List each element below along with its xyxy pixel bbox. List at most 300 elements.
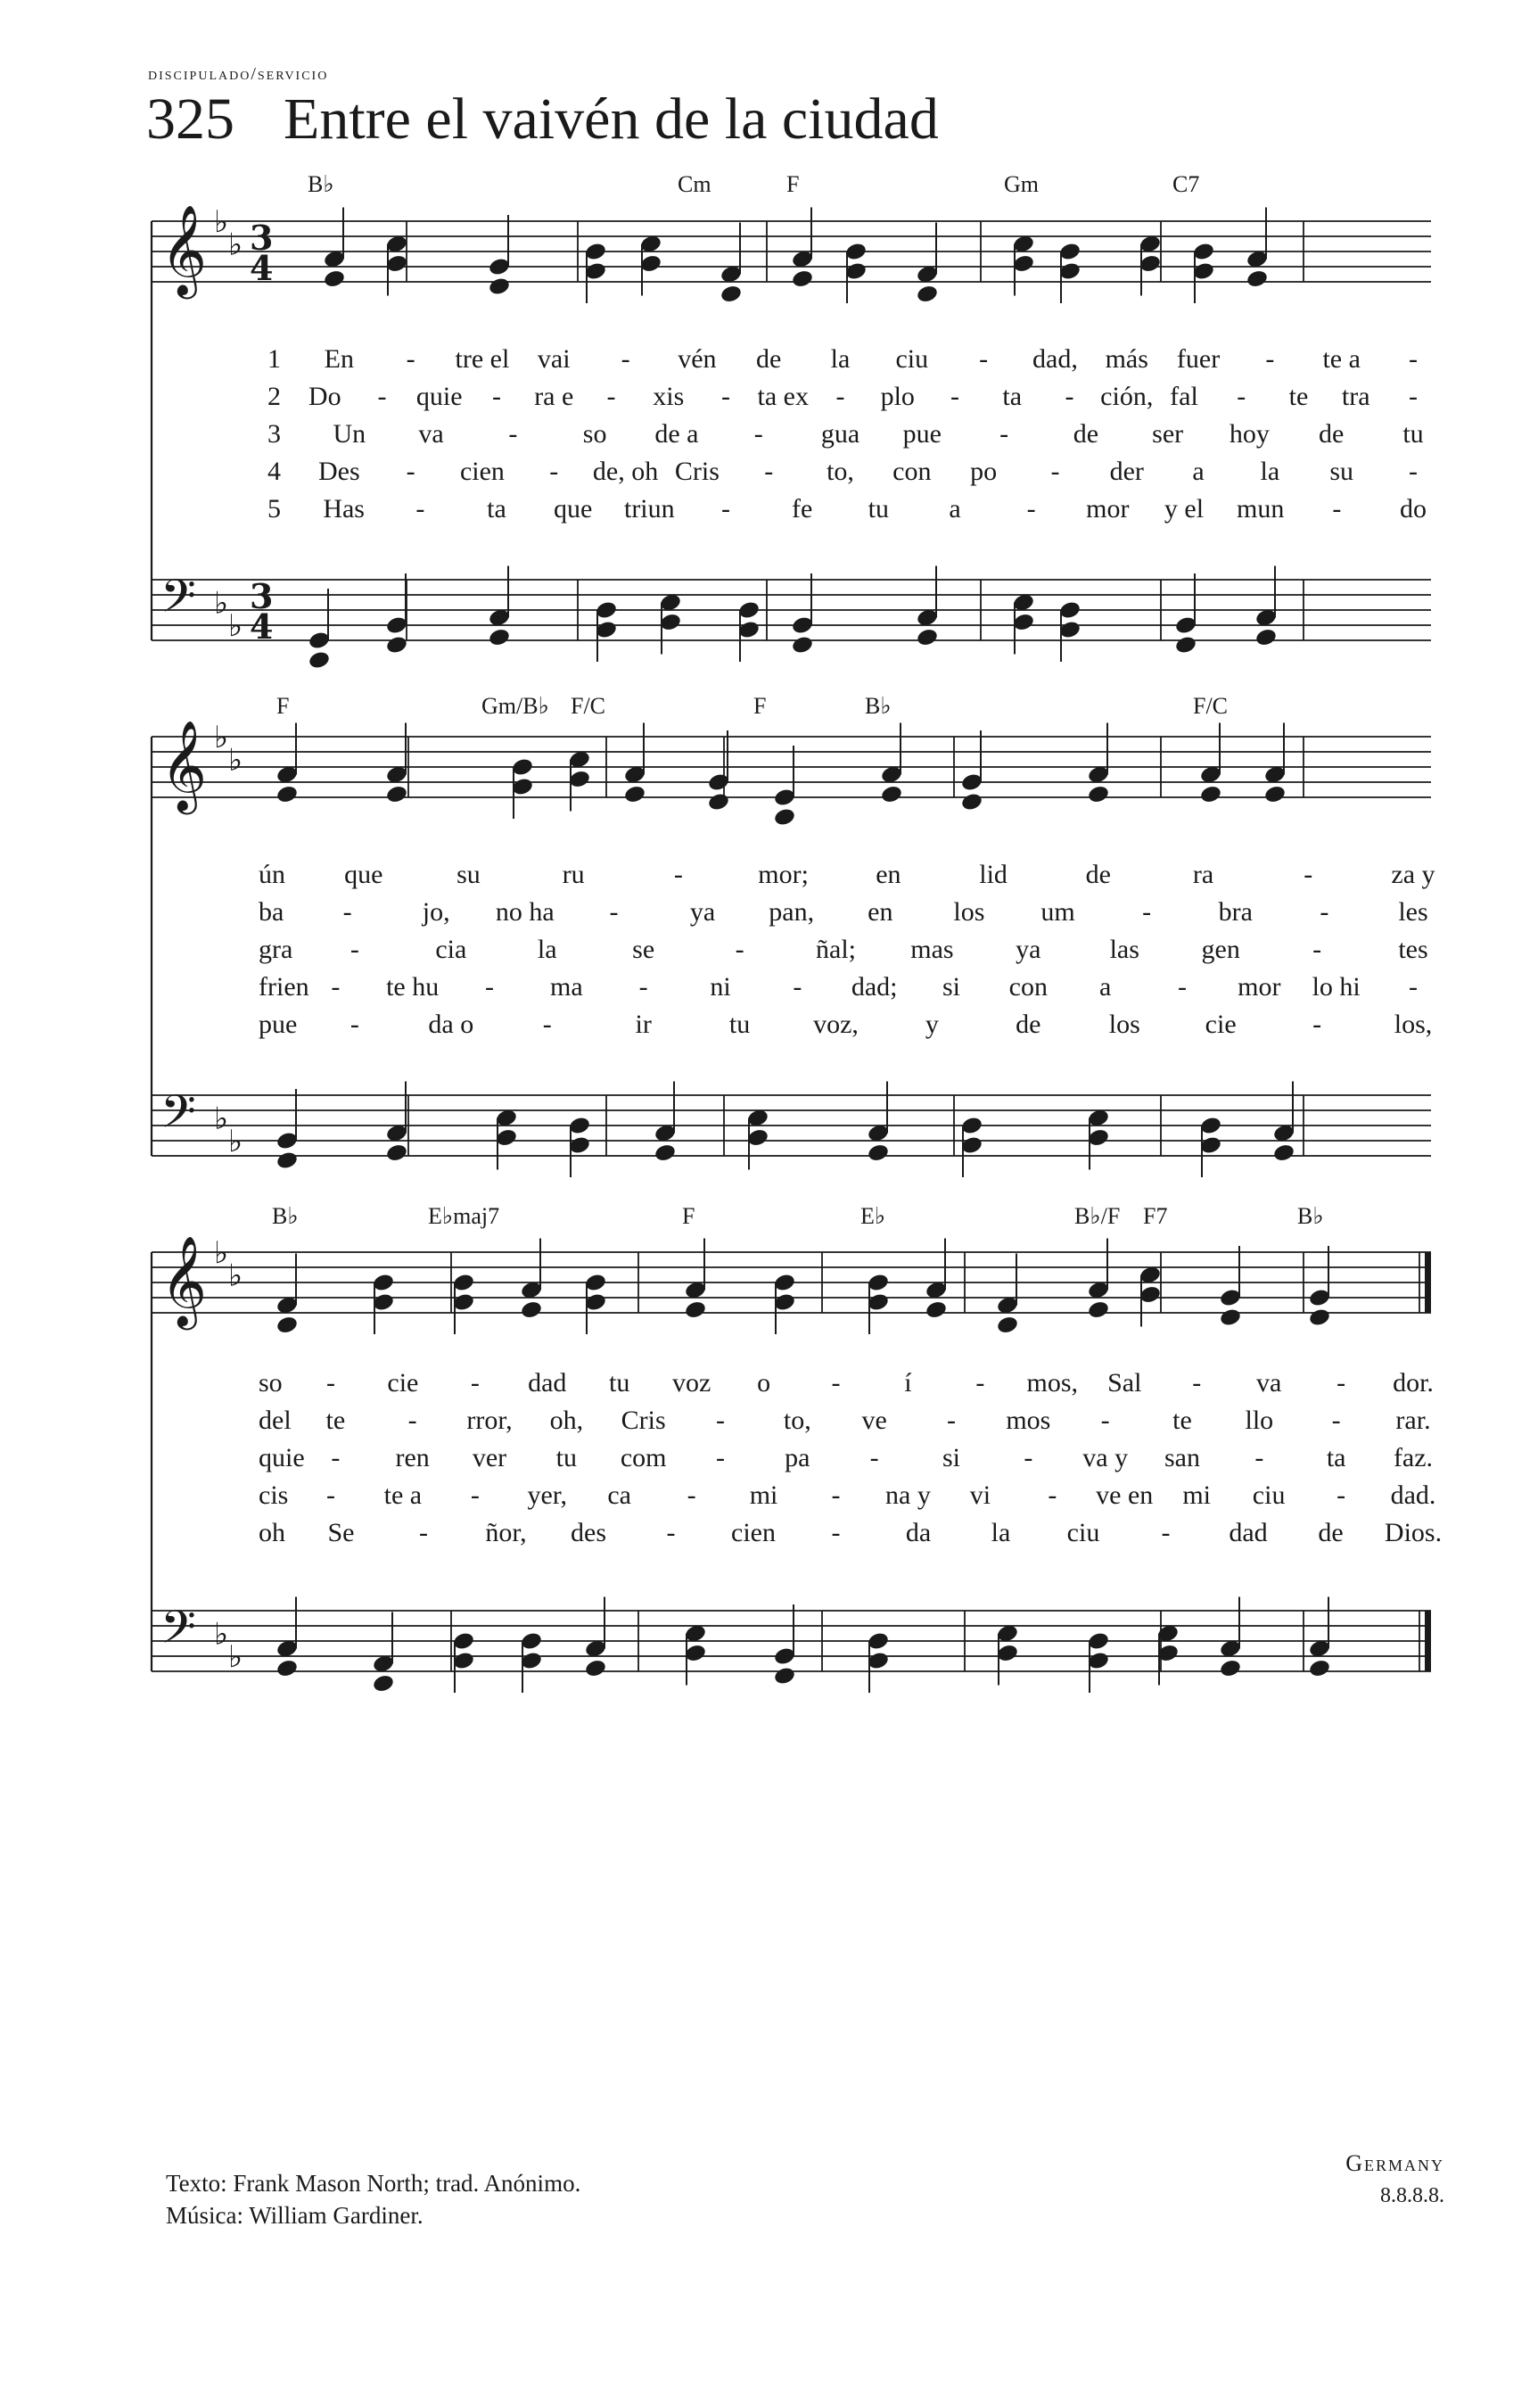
bass-note-head	[276, 1150, 299, 1171]
lyric-syllable: í	[904, 1368, 912, 1398]
lyric-syllable: cie	[387, 1368, 419, 1398]
chord-symbol: B♭	[865, 693, 892, 719]
bass-note-head	[916, 627, 939, 647]
lyric-syllable: -	[1312, 935, 1322, 964]
hymn-title: Entre el vaivén de la ciudad	[284, 87, 939, 152]
lyric-syllable: tre el	[455, 344, 510, 374]
lyric-syllable: xis	[653, 382, 685, 411]
final-barline	[1425, 1611, 1431, 1671]
lyric-syllable: te hu	[386, 972, 440, 1002]
lyric-syllable: so	[259, 1368, 283, 1398]
flat-icon: ♭	[214, 204, 229, 240]
treble-clef-icon: 𝄞	[160, 203, 208, 295]
lyric-syllable: cia	[435, 935, 467, 964]
lyric-syllable: los	[1108, 1010, 1140, 1039]
lyric-syllable: -	[1161, 1518, 1171, 1547]
lyric-syllable: ver	[472, 1443, 507, 1472]
lyric-syllable: fuer	[1176, 344, 1221, 374]
lyric-syllable: ba	[259, 897, 284, 927]
chord-symbol: F	[276, 693, 290, 719]
lyric-syllable: Has	[323, 494, 365, 524]
chord-symbol: Cm	[678, 171, 711, 197]
lyric-syllable: con	[1008, 972, 1048, 1002]
lyric-syllable: -	[764, 457, 774, 486]
flat-icon: ♭	[214, 720, 229, 755]
credits	[166, 2167, 580, 2231]
treble-note-head	[880, 784, 903, 804]
bass-clef-icon: 𝄢	[160, 1600, 196, 1665]
lyric-syllable: mi	[749, 1480, 778, 1510]
chord-symbol: Gm/B♭	[481, 693, 549, 719]
lyric-syllable: oh,	[549, 1406, 584, 1435]
lyric-syllable: dad;	[851, 972, 898, 1002]
lyric-syllable: de	[1319, 419, 1345, 449]
treble-clef-icon: 𝄞	[160, 1234, 208, 1326]
lyric-syllable: frien	[259, 972, 309, 1002]
lyric-syllable: mos,	[1026, 1368, 1079, 1398]
lyric-syllable: -	[492, 382, 501, 411]
lyric-syllable: te	[1288, 382, 1309, 411]
flat-icon: ♭	[214, 1235, 229, 1271]
flat-icon: ♭	[228, 1258, 243, 1294]
lyric-syllable: -	[1304, 860, 1313, 889]
time-signature: 3	[250, 576, 274, 616]
lyric-syllable: su	[456, 860, 481, 889]
lyric-syllable: -	[331, 1443, 341, 1472]
lyric-syllable: la	[537, 935, 557, 964]
flat-icon: ♭	[214, 1101, 229, 1137]
lyric-syllable: de	[1318, 1518, 1344, 1547]
treble-note-head	[1087, 784, 1110, 804]
hymn-number: 325	[146, 87, 234, 152]
lyric-syllable: -	[869, 1443, 879, 1472]
lyric-syllable: tes	[1398, 935, 1428, 964]
lyric-syllable: del	[259, 1406, 292, 1435]
tune-meter: 8.8.8.8.	[1380, 2184, 1444, 2207]
system-1	[152, 171, 1431, 670]
lyric-syllable: vai	[537, 344, 571, 374]
lyric-syllable: -	[1100, 1406, 1110, 1435]
lyric-syllable: -	[975, 1368, 985, 1398]
lyric-syllable: las	[1109, 935, 1139, 964]
lyric-syllable: -	[350, 1010, 359, 1039]
lyric-syllable: ta	[1326, 1443, 1346, 1472]
lyric-syllable: -	[1237, 382, 1246, 411]
lyric-syllable: rar.	[1395, 1406, 1431, 1435]
lyric-syllable: -	[1336, 1368, 1346, 1398]
lyric-syllable: ra	[1192, 860, 1214, 889]
lyric-syllable: -	[666, 1518, 676, 1547]
lyric-syllable: a	[1192, 457, 1205, 486]
lyric-syllable: En	[324, 344, 354, 374]
lyric-syllable: -	[485, 972, 494, 1002]
flat-icon: ♭	[228, 227, 243, 263]
lyric-syllable: do	[1400, 494, 1427, 524]
lyric-syllable: ciu	[895, 344, 929, 374]
lyric-syllable: um	[1040, 897, 1075, 927]
lyric-syllable: -	[638, 972, 648, 1002]
lyric-syllable: si	[942, 1443, 961, 1472]
lyric-syllable: ya	[689, 897, 716, 927]
lyric-syllable: rror,	[466, 1406, 513, 1435]
lyric-syllable: va	[418, 419, 444, 449]
lyric-syllable: a	[949, 494, 961, 524]
lyric-syllable: y	[925, 1010, 939, 1039]
lyric-syllable: to,	[827, 457, 854, 486]
lyric-syllable: com	[620, 1443, 667, 1472]
lyric-syllable: -	[1409, 457, 1418, 486]
lyric-syllable: -	[609, 897, 619, 927]
lyric-syllable: -	[542, 1010, 552, 1039]
lyric-syllable: su	[1329, 457, 1354, 486]
lyric-syllable: -	[342, 897, 352, 927]
lyric-syllable: vi	[969, 1480, 991, 1510]
lyric-syllable: 5	[267, 494, 281, 524]
lyric-syllable: ve en	[1096, 1480, 1154, 1510]
lyric-syllable: de a	[654, 419, 699, 449]
lyric-syllable: -	[377, 382, 387, 411]
treble-note-head	[1246, 268, 1269, 289]
lyric-syllable: san	[1164, 1443, 1200, 1472]
chord-symbol: F/C	[571, 693, 606, 719]
lyric-syllable: Sal	[1107, 1368, 1142, 1398]
lyric-syllable: mas	[910, 935, 954, 964]
treble-note-head	[996, 1315, 1019, 1335]
time-signature: 3	[250, 218, 274, 258]
lyric-syllable: -	[419, 1518, 428, 1547]
treble-note-head	[623, 784, 646, 804]
flat-icon: ♭	[228, 608, 243, 644]
lyric-syllable: pue	[902, 419, 942, 449]
lyric-syllable: ru	[562, 860, 585, 889]
lyric-syllable: fal	[1170, 382, 1198, 411]
lyric-syllable: te	[1172, 1406, 1192, 1435]
lyric-syllable: -	[407, 1406, 417, 1435]
treble-clef-icon: 𝄞	[160, 719, 208, 811]
lyric-syllable: te a	[383, 1480, 423, 1510]
lyric-syllable: ñal;	[816, 935, 856, 964]
treble-note-head	[773, 807, 796, 828]
lyric-syllable: -	[721, 382, 730, 411]
text-credit: Texto: Frank Mason North; trad. Anónimo.	[166, 2170, 581, 2197]
lyric-syllable: -	[716, 1443, 725, 1472]
lyric-syllable: ni	[710, 972, 731, 1002]
lyric-syllable: -	[1320, 897, 1329, 927]
lyric-syllable: -	[831, 1480, 841, 1510]
lyric-syllable: so	[582, 419, 607, 449]
lyric-syllable: tu	[609, 1368, 630, 1398]
lyric-syllable: la	[1260, 457, 1280, 486]
lyric-syllable: mor	[1086, 494, 1130, 524]
lyric-syllable: -	[1024, 1443, 1033, 1472]
system-3	[152, 1203, 1442, 1694]
lyric-syllable: -	[1050, 457, 1060, 486]
lyric-syllable: -	[606, 382, 616, 411]
lyric-syllable: -	[406, 457, 415, 486]
lyric-syllable: con	[892, 457, 932, 486]
lyric-syllable: -	[1048, 1480, 1057, 1510]
lyric-syllable: dad	[1229, 1518, 1268, 1547]
lyric-syllable: voz,	[813, 1010, 859, 1039]
lyric-syllable: -	[999, 419, 1009, 449]
treble-note-head	[720, 284, 743, 304]
lyric-syllable: ciu	[1066, 1518, 1100, 1547]
lyric-syllable: pa	[785, 1443, 810, 1472]
flat-icon: ♭	[214, 1616, 229, 1653]
lyric-syllable: te a	[1322, 344, 1361, 374]
chord-symbol: F	[753, 693, 767, 719]
lyric-syllable: -	[1409, 382, 1418, 411]
lyric-syllable: -	[979, 344, 989, 374]
lyric-syllable: Des	[317, 457, 360, 486]
bass-clef-icon: 𝄢	[160, 1084, 196, 1150]
lyric-syllable: -	[1312, 1010, 1322, 1039]
lyric-syllable: te	[325, 1406, 346, 1435]
bass-note-head	[867, 1142, 890, 1163]
lyric-syllable: los	[953, 897, 985, 927]
bass-clef-icon: 𝄢	[160, 569, 196, 634]
lyric-syllable: -	[325, 1368, 335, 1398]
lyric-syllable: -	[508, 419, 518, 449]
category-label: discipulado/servicio	[148, 64, 329, 84]
chord-symbol: E♭maj7	[428, 1203, 500, 1229]
lyric-syllable: va y	[1082, 1443, 1129, 1472]
lyric-syllable: los,	[1394, 1010, 1433, 1039]
bass-note-head	[488, 627, 511, 647]
lyric-syllable: no ha	[495, 897, 555, 927]
bass-note-head	[276, 1658, 299, 1678]
lyric-syllable: que	[344, 860, 383, 889]
lyric-syllable: vén	[678, 344, 717, 374]
lyric-syllable: -	[1192, 1368, 1202, 1398]
chord-symbol: F7	[1143, 1203, 1168, 1229]
treble-note-head	[520, 1299, 543, 1320]
bass-note-head	[372, 1673, 395, 1694]
lyric-syllable: da	[905, 1518, 932, 1547]
lyric-syllable: tra	[1341, 382, 1370, 411]
lyric-syllable: más	[1105, 344, 1148, 374]
tune-info	[1345, 2148, 1444, 2212]
bass-note-head	[385, 635, 408, 656]
lyric-syllable: der	[1109, 457, 1144, 486]
lyric-syllable: mi	[1182, 1480, 1212, 1510]
lyric-syllable: -	[350, 935, 359, 964]
chord-symbol: B♭	[272, 1203, 299, 1229]
chord-symbol: C7	[1172, 171, 1200, 197]
lyric-syllable: y el	[1164, 494, 1205, 524]
lyric-syllable: tu	[868, 494, 890, 524]
lyric-syllable: da o	[428, 1010, 474, 1039]
lyric-syllable: quie	[259, 1443, 305, 1472]
lyric-syllable: -	[721, 494, 730, 524]
flat-icon: ♭	[228, 1639, 243, 1675]
lyric-syllable: en	[876, 860, 901, 889]
bass-note-head	[1308, 1658, 1331, 1678]
lyric-syllable: ta ex	[757, 382, 809, 411]
lyric-syllable: dad.	[1390, 1480, 1436, 1510]
flat-icon: ♭	[228, 742, 243, 779]
lyric-syllable: des	[571, 1518, 606, 1547]
flat-icon: ♭	[228, 1124, 243, 1159]
lyric-syllable: de, oh	[592, 457, 659, 486]
lyric-syllable: plo	[880, 382, 915, 411]
lyric-syllable: -	[1265, 344, 1275, 374]
chord-symbol: E♭	[860, 1203, 886, 1229]
treble-note-head	[276, 784, 299, 804]
lyric-syllable: ca	[607, 1480, 632, 1510]
lyric-syllable: -	[831, 1368, 841, 1398]
lyric-syllable: 3	[267, 419, 281, 449]
lyric-syllable: -	[1178, 972, 1187, 1002]
treble-note-head	[1199, 784, 1222, 804]
lyric-syllable: ciu	[1252, 1480, 1286, 1510]
lyric-syllable: -	[1254, 1443, 1264, 1472]
flat-icon: ♭	[214, 585, 229, 622]
treble-note-head	[1219, 1307, 1242, 1328]
lyric-syllable: po	[970, 457, 998, 486]
lyric-syllable: -	[673, 860, 683, 889]
time-signature: 4	[250, 248, 274, 288]
lyric-syllable: ve	[861, 1406, 887, 1435]
bass-note-head	[1272, 1142, 1295, 1163]
lyric-syllable: ta	[487, 494, 506, 524]
lyric-syllable: va	[1255, 1368, 1282, 1398]
lyric-syllable: -	[1332, 494, 1342, 524]
music-credit: Música: William Gardiner.	[166, 2202, 424, 2229]
lyric-syllable: ma	[550, 972, 583, 1002]
lyric-syllable: de	[1073, 419, 1099, 449]
lyric-syllable: de	[1016, 1010, 1041, 1039]
lyric-syllable: -	[1331, 1406, 1341, 1435]
lyric-syllable: -	[331, 972, 341, 1002]
lyric-syllable: -	[1026, 494, 1036, 524]
chord-symbol: F	[786, 171, 800, 197]
lyric-syllable: yer,	[527, 1480, 568, 1510]
treble-note-head	[276, 1315, 299, 1335]
lyric-syllable: ir	[635, 1010, 652, 1039]
final-barline	[1425, 1252, 1431, 1313]
lyric-syllable: de	[1085, 860, 1111, 889]
lyric-syllable: quie	[415, 382, 463, 411]
lyric-syllable: lid	[979, 860, 1008, 889]
lyric-syllable: tu	[728, 1010, 751, 1039]
lyric-syllable: cis	[259, 1480, 289, 1510]
bass-note-head	[654, 1142, 677, 1163]
lyric-syllable: jo,	[422, 897, 450, 927]
lyric-syllable: -	[950, 382, 959, 411]
lyric-syllable: faz.	[1393, 1443, 1434, 1472]
lyric-syllable: na y	[885, 1480, 931, 1510]
lyric-syllable: 2	[267, 382, 281, 411]
lyric-syllable: lo hi	[1312, 972, 1361, 1002]
lyric-syllable: mor;	[758, 860, 809, 889]
lyric-syllable: la	[830, 344, 851, 374]
lyric-syllable: -	[325, 1480, 335, 1510]
lyric-syllable: llo	[1245, 1406, 1274, 1435]
treble-note-head	[916, 284, 939, 304]
lyric-syllable: za y	[1391, 860, 1435, 889]
bass-note-head	[385, 1142, 408, 1163]
lyric-syllable: -	[753, 419, 763, 449]
lyric-syllable: gua	[820, 419, 860, 449]
lyric-syllable: a	[1099, 972, 1112, 1002]
lyric-syllable: que	[554, 494, 593, 524]
lyric-syllable: Do	[308, 382, 341, 411]
lyric-syllable: -	[1065, 382, 1074, 411]
lyric-syllable: -	[1409, 972, 1418, 1002]
lyric-syllable: Cris	[621, 1406, 666, 1435]
lyric-syllable: -	[1409, 344, 1418, 374]
treble-note-head	[684, 1299, 707, 1320]
lyric-syllable: Se	[327, 1518, 355, 1547]
lyric-syllable: -	[470, 1480, 480, 1510]
bass-note-head	[584, 1658, 607, 1678]
time-signature: 4	[250, 606, 274, 647]
lyric-syllable: tu	[555, 1443, 578, 1472]
lyric-syllable: ya	[1016, 935, 1041, 964]
lyric-syllable: -	[735, 935, 744, 964]
treble-note-head	[791, 268, 814, 289]
chord-symbol: B♭	[1297, 1203, 1324, 1229]
lyric-syllable: gra	[259, 935, 293, 964]
lyric-syllable: hoy	[1229, 419, 1270, 449]
lyric-syllable: -	[621, 344, 630, 374]
bass-note-head	[773, 1666, 796, 1686]
lyric-syllable: gen	[1201, 935, 1240, 964]
lyric-syllable: -	[793, 972, 802, 1002]
treble-note-head	[960, 792, 983, 812]
lyric-syllable: voz	[671, 1368, 711, 1398]
lyric-syllable: -	[1336, 1480, 1346, 1510]
chord-symbol: F/C	[1193, 693, 1229, 719]
tune-name: Germany	[1345, 2150, 1444, 2176]
lyric-syllable: -	[831, 1518, 841, 1547]
lyric-syllable: to,	[783, 1406, 811, 1435]
lyric-syllable: -	[716, 1406, 725, 1435]
bass-note-head	[1254, 627, 1278, 647]
lyric-syllable: -	[470, 1368, 480, 1398]
lyric-syllable: o	[757, 1368, 771, 1398]
chord-symbol: Gm	[1004, 171, 1039, 197]
lyric-syllable: -	[406, 344, 415, 374]
chord-symbol: F	[682, 1203, 695, 1229]
lyric-syllable: 4	[267, 457, 281, 486]
lyric-syllable: -	[947, 1406, 956, 1435]
lyric-syllable: -	[415, 494, 425, 524]
lyric-syllable: ser	[1152, 419, 1184, 449]
lyric-syllable: cie	[1205, 1010, 1237, 1039]
chord-symbol: B♭/F	[1074, 1203, 1121, 1229]
lyric-syllable: ta	[1002, 382, 1023, 411]
lyric-syllable: pan,	[769, 897, 815, 927]
lyric-syllable: dad,	[1032, 344, 1078, 374]
lyric-syllable: ren	[395, 1443, 430, 1472]
system-2	[152, 693, 1435, 1177]
lyric-syllable: triun	[623, 494, 675, 524]
lyric-syllable: les	[1398, 897, 1428, 927]
lyric-syllable: si	[942, 972, 961, 1002]
treble-note-head	[1087, 1299, 1110, 1320]
treble-note-head	[488, 276, 511, 297]
lyric-syllable: la	[991, 1518, 1011, 1547]
lyric-syllable: mos	[1006, 1406, 1051, 1435]
bass-note-head	[1174, 635, 1197, 656]
bass-note-head	[1219, 1658, 1242, 1678]
treble-note-head	[707, 792, 730, 812]
lyric-syllable: en	[868, 897, 893, 927]
bass-note-head	[308, 650, 331, 671]
lyric-syllable: -	[687, 1480, 696, 1510]
